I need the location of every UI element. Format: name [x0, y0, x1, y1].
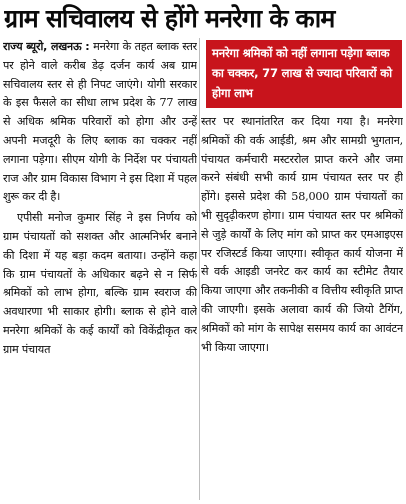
highlight-box: मनरेगा श्रमिकों को नहीं लगाना पड़ेगा ब्लाक का चक्कर, 77 लाख से ज्यादा परिवारों को होगा लाभ	[206, 40, 402, 108]
article-headline: ग्राम सचिवालय से होंगे मनरेगा के काम	[4, 4, 335, 33]
column-divider	[199, 38, 200, 500]
dateline: राज्य ब्यूरो, लखनऊ :	[3, 40, 90, 53]
article-paragraph-2: एपीसी मनोज कुमार सिंह ने इस निर्णय को ग्राम पंचायतों को सशक्त और आत्मनिर्भर बनाने की दिशा में यह बड़ा कदम बताया। उन्होंने कहा कि ग्राम पंचायतों के अधिकार बढ़ने से न सिर्फ श्रमिकों को लाभ होगा, बल्कि ग्राम स्वराज की अवधारणा भी साकार होगी। ब्लाक से होने वाले मनरेगा श्रमिकों के कई कार्यों को विकेंद्रीकृत कर ग्राम पंचायत	[3, 211, 197, 356]
article-paragraph-1	[3, 38, 197, 207]
article-column-right	[201, 113, 403, 502]
article-paragraph-1-text: मनरेगा के तहत ब्लाक स्तर पर होने वाले करीब डेढ़ दर्जन कार्य अब ग्राम सचिवालय स्तर से ही निपट जाएंगे। योगी सरकार के इस फैसले का सीधा लाभ प्रदेश के 77 लाख से अधिक श्रमिक परिवारों को होगा और उन्हें अपनी मजदूरी के लिए ब्लाक का चक्कर नहीं लगाना पड़ेगा। सीएम योगी के निर्देश पर पंचायती राज और ग्राम विकास विभाग ने इस दिशा में पहल शुरू कर दी है।	[3, 40, 197, 204]
article-column-left	[3, 38, 197, 502]
article-paragraph-3: स्तर पर स्थानांतरित कर दिया गया है। मनरेगा श्रमिकों की वर्क आईडी, श्रम और सामग्री भुगतान, पंचायत कर्मचारी मस्टररोल प्राप्त करने और जमा करने संबंधी सभी कार्य ग्राम पंचायत स्तर पर ही होंगे। इससे प्रदेश की 58,000 ग्राम पंचायतों का भी सुदृढ़ीकरण होगा। ग्राम पंचायत स्तर पर श्रमिकों से जुड़े कार्यों के लिए मांग को प्राप्त कर एमआइएस पर रजिस्टर्ड किया जाएगा। स्वीकृत कार्य योजना में से वर्क आइडी जनरेट कर कार्य का स्टीमेट तैयार किया जाएगा और तकनीकी व वित्तीय स्वीकृति प्राप्त की जाएगी। इसके अलावा कार्य की जियो टैगिंग, श्रमिकों को मांग के सापेक्ष ससमय कार्य का आवंटन भी किया जाएगा।	[201, 115, 403, 354]
